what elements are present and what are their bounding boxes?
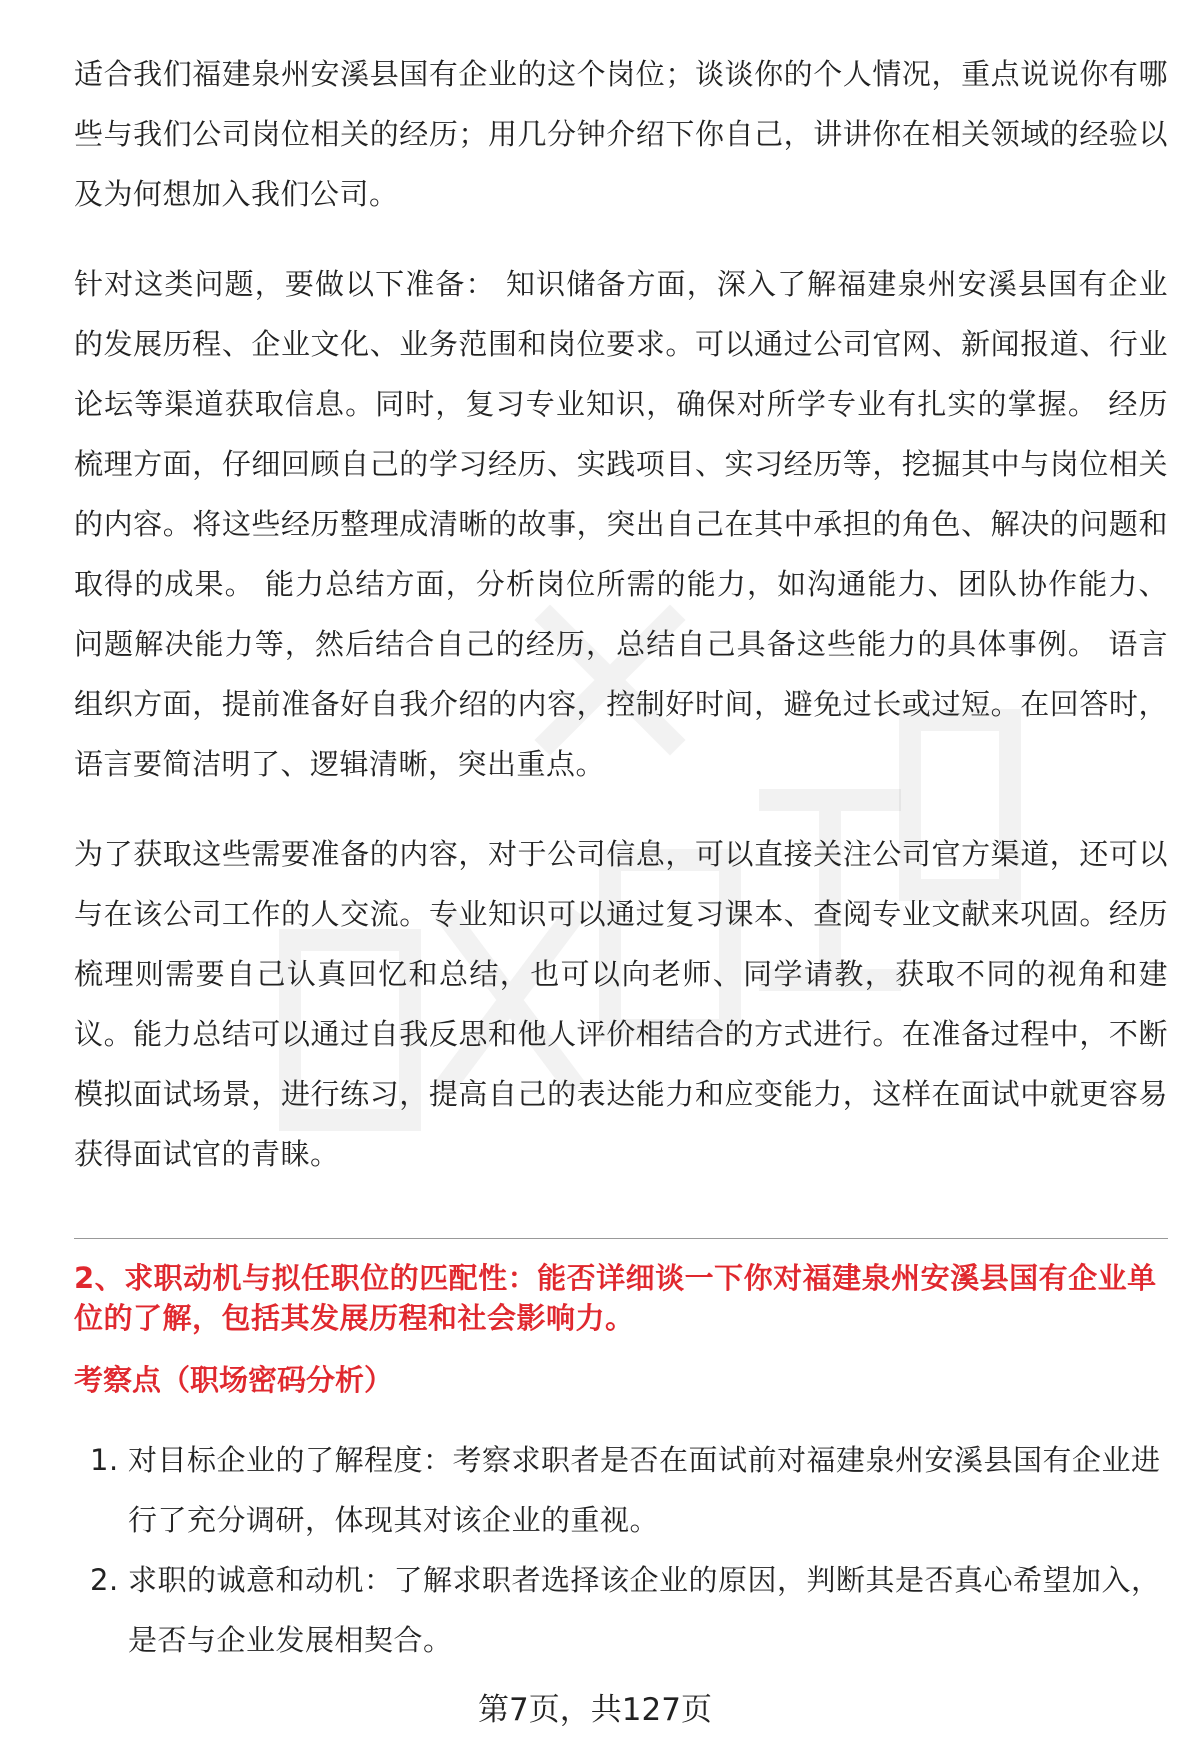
list-item-text: 对目标企业的了解程度：考察求职者是否在面试前对福建泉州安溪县国有企业进行了充分调研，体现其对该企业的重视。 bbox=[128, 1443, 1161, 1537]
list-item bbox=[74, 1430, 1168, 1550]
list-item bbox=[74, 1550, 1168, 1670]
list-item-number: 1. bbox=[90, 1443, 119, 1477]
sources-paragraph: 为了获取这些需要准备的内容，对于公司信息，可以直接关注公司官方渠道，还可以与在该公司工作的人交流。专业知识可以通过复习课本、查阅专业文献来巩固。经历梳理则需要自己认真回忆和总结，也可以向老师、同学请教，获取不同的视角和建议。能力总结可以通过自我反思和他人评价相结合的方式进行。在准备过程中，不断模拟面试场景，进行练习，提高自己的表达能力和应变能力，这样在面试中就更容易获得面试官的青睐。 bbox=[74, 837, 1168, 1171]
preparation-paragraph: 针对这类问题，要做以下准备： 知识储备方面，深入了解福建泉州安溪县国有企业的发展历程、企业文化、业务范围和岗位要求。可以通过公司官网、新闻报道、行业论坛等渠道获取信息。同时，复习专业知识，确保对所学专业有扎实的掌握。 经历梳理方面，仔细回顾自己的学习经历、实践项目、实习经历等，挖掘其中与岗位相关的内容。将这些经历整理成清晰的故事，突出自己在其中承担的角色、解决的问题和取得的成果。 能力总结方面，分析岗位所需的能力，如沟通能力、团队协作能力、问题解决能力等，然后结合自己的经历，总结自己具备这些能力的具体事例。 语言组织方面，提前准备好自我介绍的内容，控制好时间，避免过长或过短。在回答时，语言要简洁明了、逻辑清晰，突出重点。 bbox=[74, 267, 1168, 781]
assessment-points-list bbox=[74, 1430, 1168, 1670]
section-divider bbox=[74, 1238, 1168, 1239]
question-subheading: 考察点（职场密码分析） bbox=[74, 1363, 394, 1397]
list-item-text: 求职的诚意和动机：了解求职者选择该企业的原因，判断其是否真心希望加入，是否与企业发展相契合。 bbox=[128, 1563, 1161, 1657]
page-number: 第7页，共127页 bbox=[478, 1692, 712, 1728]
intro-paragraph: 适合我们福建泉州安溪县国有企业的这个岗位；谈谈你的个人情况，重点说说你有哪些与我们公司岗位相关的经历；用几分钟介绍下你自己，讲讲你在相关领域的经验以及为何想加入我们公司。 bbox=[74, 57, 1168, 211]
question-heading: 2、求职动机与拟任职位的匹配性：能否详细谈一下你对福建泉州安溪县国有企业单位的了解，包括其发展历程和社会影响力。 bbox=[74, 1261, 1157, 1335]
body-text bbox=[74, 44, 1168, 1214]
list-item-number: 2. bbox=[90, 1563, 119, 1597]
